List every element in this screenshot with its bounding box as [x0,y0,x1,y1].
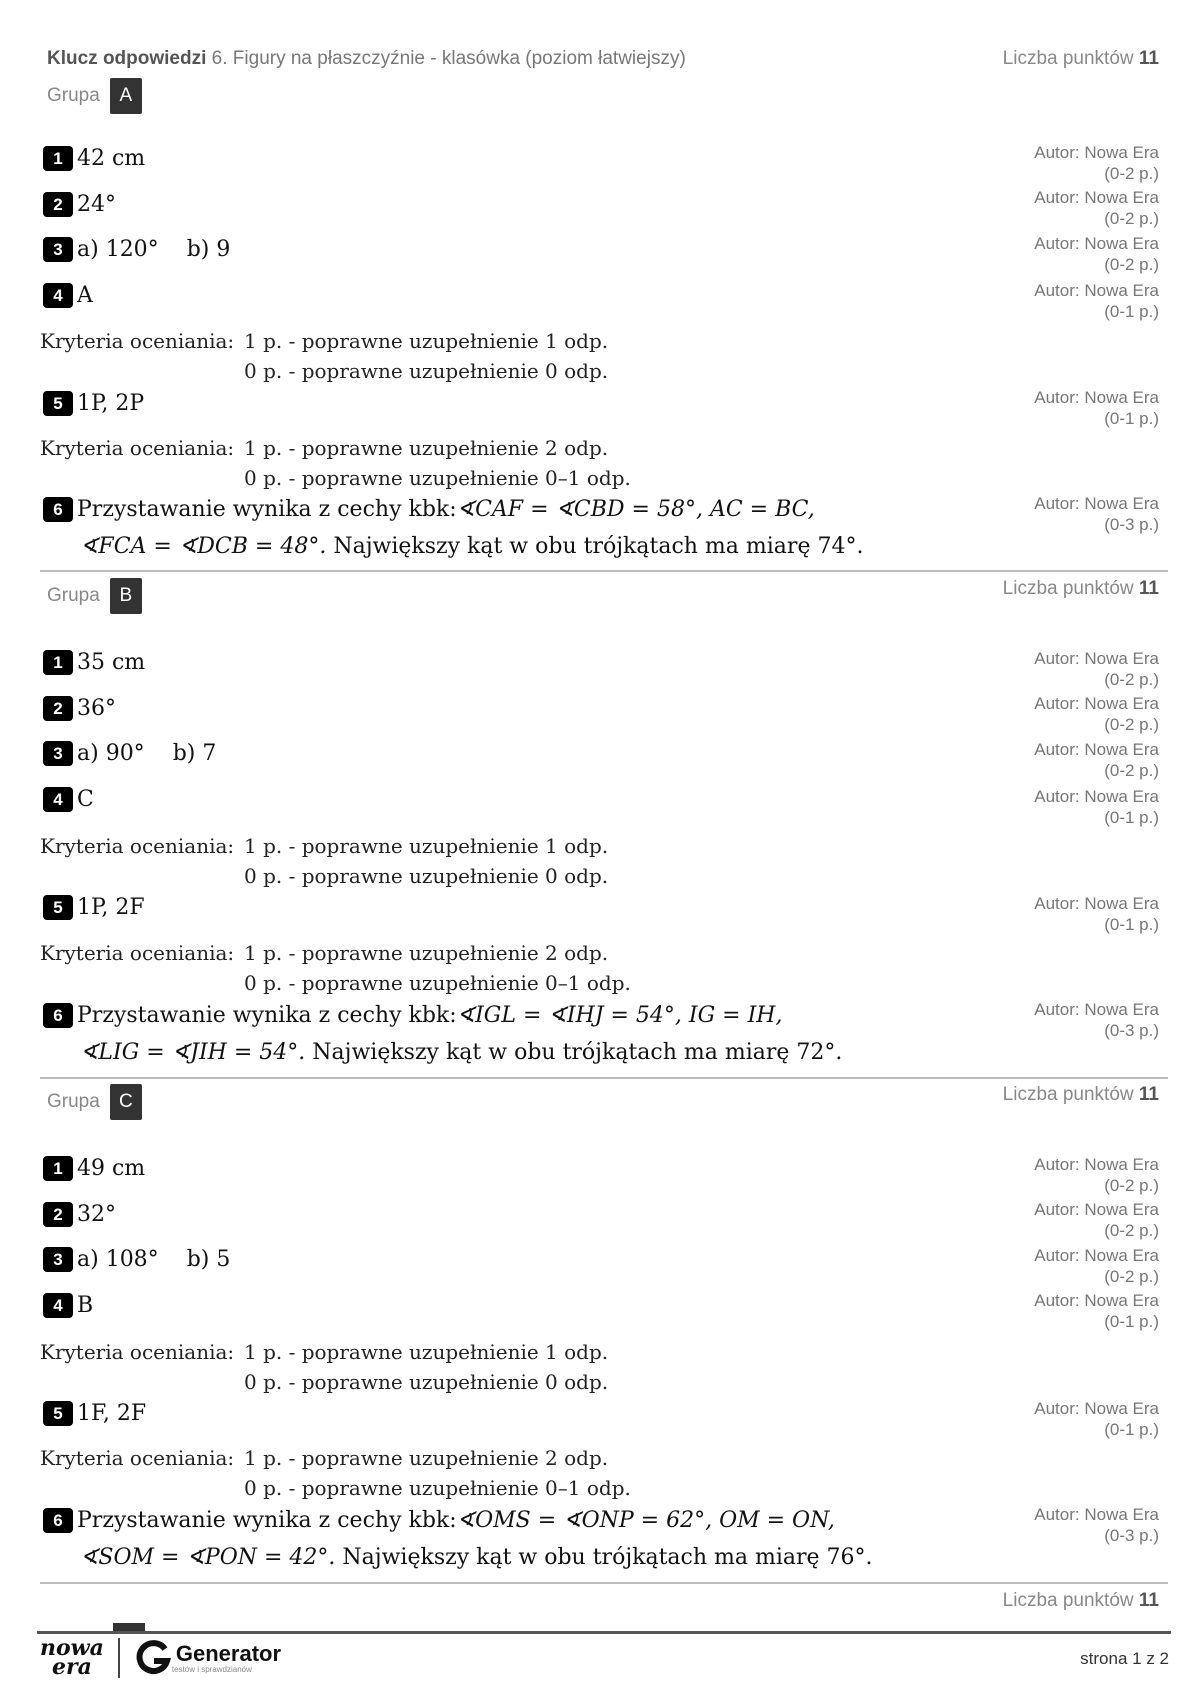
group-b-task-5-criteria-2: 0 p. - poprawne uzupełnienie 0–1 odp. [244,971,631,995]
group-c-task-4-author [1034,1290,1159,1332]
document-title-bold: Klucz odpowiedzi [47,48,207,69]
task-answer-text: Największy kąt w obu trójkątach ma miarę 74°. [326,534,864,559]
task-points: (0-2 p.) [1104,1221,1159,1240]
author-name: Autor: Nowa Era [1034,894,1159,913]
task-answer-text: Największy kąt w obu trójkątach ma miarę 72°. [305,1040,843,1065]
group-c-task-6-author [1034,1504,1159,1546]
task-answer: 42 cm [77,146,146,171]
points-label: Liczba punktów [1002,578,1134,599]
author-name: Autor: Nowa Era [1034,143,1159,162]
task-answer: 1P, 2P [77,391,145,416]
group-b-task-5-criteria [40,941,608,965]
task-answer: 32° [77,1202,116,1227]
task-answer: 24° [77,192,116,217]
group-c-task-5 [43,1401,146,1426]
task-points: (0-2 p.) [1104,164,1159,183]
task-answer: A [77,283,93,308]
group-c-task-6 [43,1508,835,1533]
criteria-line: 1 p. - poprawne uzupełnienie 2 odp. [244,1446,609,1470]
task-answer-text: Przystawanie wynika z cechy kbk: [77,1003,457,1028]
task-answer-math: ∢LIG = ∢JIH = 54°. [80,1040,306,1065]
task-number: 2 [43,696,73,721]
task-number: 5 [43,1401,73,1426]
task-answer-a: a) 90° [77,741,145,766]
task-number: 1 [43,650,73,675]
task-points: (0-3 p.) [1104,1021,1159,1040]
group-a-task-1-author [1034,142,1159,184]
task-number: 1 [43,146,73,171]
points-value: 11 [1138,1084,1159,1105]
group-b-task-6-line-2 [80,1040,842,1065]
group-b-task-5-author [1034,893,1159,935]
task-number: 3 [43,237,73,262]
group-b-task-4-criteria-2: 0 p. - poprawne uzupełnienie 0 odp. [244,864,609,888]
group-a-task-2 [43,192,116,217]
author-name: Autor: Nowa Era [1034,1155,1159,1174]
group-b-task-3 [43,741,216,766]
task-number: 4 [43,787,73,812]
author-name: Autor: Nowa Era [1034,234,1159,253]
task-points: (0-1 p.) [1104,409,1159,428]
author-name: Autor: Nowa Era [1034,494,1159,513]
points-value: 11 [1138,578,1159,599]
criteria-label: Kryteria oceniania: [40,1446,235,1470]
group-a-task-4-criteria [40,329,608,353]
task-answer-math: ∢IGL = ∢IHJ = 54°, IG = IH, [456,1003,783,1028]
group-a-task-5 [43,391,144,416]
author-name: Autor: Nowa Era [1034,694,1159,713]
criteria-line: 1 p. - poprawne uzupełnienie 2 odp. [244,436,609,460]
author-name: Autor: Nowa Era [1034,1246,1159,1265]
task-answer-math: ∢OMS = ∢ONP = 62°, OM = ON, [456,1508,835,1533]
group-b-task-4 [43,787,94,812]
group-a-task-2-author [1034,187,1159,229]
group-divider [40,1582,1168,1584]
task-number: 1 [43,1156,73,1181]
group-a-task-3-author [1034,233,1159,275]
nowa-era-logo [40,1635,104,1680]
task-points: (0-1 p.) [1104,1312,1159,1331]
group-c-task-3 [43,1247,230,1272]
group-c-task-5-author [1034,1398,1159,1440]
task-number: 3 [43,1247,73,1272]
task-number: 4 [43,283,73,308]
group-b-task-1-author [1034,648,1159,690]
group-badge: C [110,1084,142,1120]
task-number: 6 [43,1508,73,1533]
task-points: (0-2 p.) [1104,209,1159,228]
group-c-task-3-author [1034,1245,1159,1287]
task-number: 6 [43,497,73,522]
points-label: Liczba punktów [1002,1590,1134,1611]
group-a-task-4 [43,283,93,308]
criteria-line: 1 p. - poprawne uzupełnienie 1 odp. [244,834,609,858]
group-a-task-4-criteria-2: 0 p. - poprawne uzupełnienie 0 odp. [244,359,609,383]
group-a-header [47,78,142,114]
group-b-task-6-author [1034,999,1159,1041]
task-number: 2 [43,1202,73,1227]
author-name: Autor: Nowa Era [1034,188,1159,207]
author-name: Autor: Nowa Era [1034,1200,1159,1219]
group-b-task-5 [43,895,145,920]
generator-logo [134,1639,281,1677]
group-c-header [47,1084,142,1120]
group-c-task-4-criteria-2: 0 p. - poprawne uzupełnienie 0 odp. [244,1370,609,1394]
author-name: Autor: Nowa Era [1034,649,1159,668]
criteria-label: Kryteria oceniania: [40,1340,235,1364]
task-points: (0-2 p.) [1104,715,1159,734]
author-name: Autor: Nowa Era [1034,1399,1159,1418]
task-answer-math: ∢FCA = ∢DCB = 48°. [80,534,327,559]
task-points: (0-3 p.) [1104,515,1159,534]
group-divider [40,1077,1168,1079]
task-points: (0-1 p.) [1104,808,1159,827]
author-name: Autor: Nowa Era [1034,1291,1159,1310]
group-a-task-6-author [1034,493,1159,535]
author-name: Autor: Nowa Era [1034,787,1159,806]
total-points [1003,48,1159,70]
group-a-task-6-line-2 [80,534,863,559]
task-answer-math: ∢SOM = ∢PON = 42°. [80,1545,336,1570]
group-a-task-5-criteria [40,436,608,460]
task-answer-a: a) 108° [77,1247,159,1272]
group-c-task-2 [43,1202,116,1227]
logo-bottom-word: era [52,1654,92,1680]
group-badge: B [110,578,142,614]
document-title [47,48,686,70]
task-points: (0-2 p.) [1104,761,1159,780]
footer-divider [37,1631,1171,1634]
logo-top-word: nowa [40,1635,104,1661]
task-number: 2 [43,192,73,217]
points-value: 11 [1138,1590,1159,1611]
group-b-task-3-author [1034,739,1159,781]
task-points: (0-3 p.) [1104,1526,1159,1545]
group-b-task-2 [43,696,116,721]
generator-label: Generator [175,1640,282,1666]
final-points [1003,1590,1159,1612]
task-number: 5 [43,391,73,416]
author-name: Autor: Nowa Era [1034,388,1159,407]
task-points: (0-1 p.) [1104,1420,1159,1439]
task-answer-text: Przystawanie wynika z cechy kbk: [77,1508,457,1533]
group-a-task-5-criteria-2: 0 p. - poprawne uzupełnienie 0–1 odp. [244,466,631,490]
task-answer-b: b) 5 [186,1247,231,1272]
group-a-task-3 [43,237,230,262]
generator-sublabel: testów i sprawdzianów [171,1664,252,1674]
group-divider [40,570,1168,572]
task-number: 6 [43,1003,73,1028]
criteria-label: Kryteria oceniania: [40,941,235,965]
group-b-task-4-author [1034,786,1159,828]
group-c-task-5-criteria-2: 0 p. - poprawne uzupełnienie 0–1 odp. [244,1476,631,1500]
task-answer: C [77,787,94,812]
logo-separator [118,1638,120,1678]
points-value: 11 [1138,48,1159,69]
task-points: (0-2 p.) [1104,1176,1159,1195]
group-c-task-6-line-2 [80,1545,873,1570]
page-number: strona 1 z 2 [1080,1649,1169,1668]
group-b-points [1003,578,1159,600]
task-points: (0-2 p.) [1104,670,1159,689]
task-answer-b: b) 9 [186,237,231,262]
task-answer-math: ∢CAF = ∢CBD = 58°, AC = BC, [456,497,815,522]
task-answer-text: Największy kąt w obu trójkątach ma miarę 76°. [335,1545,873,1570]
criteria-line: 1 p. - poprawne uzupełnienie 2 odp. [244,941,609,965]
task-answer: 35 cm [77,650,146,675]
author-name: Autor: Nowa Era [1034,740,1159,759]
group-c-task-2-author [1034,1199,1159,1241]
group-c-task-1-author [1034,1154,1159,1196]
task-number: 5 [43,895,73,920]
points-label: Liczba punktów [1002,1084,1134,1105]
task-answer: 1P, 2F [77,895,145,920]
task-answer: 49 cm [77,1156,146,1181]
footer-logos [40,1635,282,1680]
group-badge: A [110,78,142,114]
task-points: (0-2 p.) [1104,255,1159,274]
task-answer-text: Przystawanie wynika z cechy kbk: [77,497,457,522]
criteria-label: Kryteria oceniania: [40,329,235,353]
author-name: Autor: Nowa Era [1034,1505,1159,1524]
points-label: Liczba punktów [1002,48,1134,69]
group-c-task-1 [43,1156,145,1181]
group-label: Grupa [47,585,100,606]
criteria-line: 1 p. - poprawne uzupełnienie 1 odp. [244,329,609,353]
task-answer: B [77,1293,94,1318]
group-c-task-4-criteria [40,1340,608,1364]
task-answer-a: a) 120° [77,237,159,262]
task-answer-b: b) 7 [172,741,217,766]
group-b-task-2-author [1034,693,1159,735]
criteria-line: 1 p. - poprawne uzupełnienie 1 odp. [244,1340,609,1364]
group-c-task-4 [43,1293,93,1318]
group-c-task-5-criteria [40,1446,608,1470]
group-a-task-5-author [1034,387,1159,429]
author-name: Autor: Nowa Era [1034,281,1159,300]
task-points: (0-2 p.) [1104,1267,1159,1286]
generator-g-icon [134,1639,172,1677]
group-b-header [47,578,142,614]
group-b-task-6 [43,1003,782,1028]
task-number: 4 [43,1293,73,1318]
group-a-task-6 [43,497,815,522]
task-points: (0-1 p.) [1104,302,1159,321]
group-b-task-4-criteria [40,834,608,858]
group-a-task-4-author [1034,280,1159,322]
group-b-task-1 [43,650,145,675]
group-label: Grupa [47,85,100,106]
task-answer: 1F, 2F [77,1401,147,1426]
criteria-label: Kryteria oceniania: [40,436,235,460]
task-number: 3 [43,741,73,766]
task-answer: 36° [77,696,116,721]
task-points: (0-1 p.) [1104,915,1159,934]
author-name: Autor: Nowa Era [1034,1000,1159,1019]
group-a-task-1 [43,146,145,171]
group-label: Grupa [47,1091,100,1112]
criteria-label: Kryteria oceniania: [40,834,235,858]
document-title-rest: 6. Figury na płaszczyźnie - klasówka (poziom łatwiejszy) [211,48,686,69]
group-c-points [1003,1084,1159,1106]
